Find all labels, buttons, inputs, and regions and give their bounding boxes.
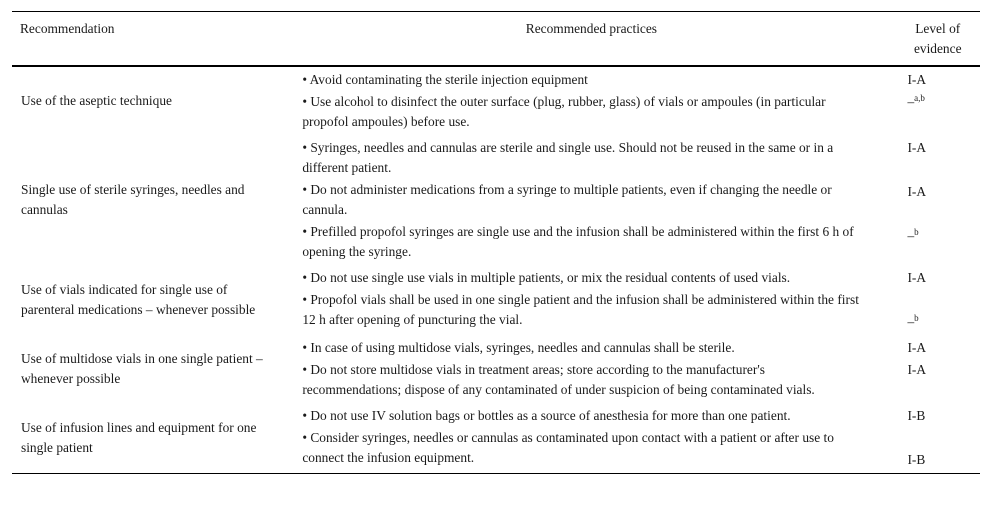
level-cell [895,66,980,135]
level-cell [895,403,980,474]
practice-item: • Do not use single use vials in multiple patients, or mix the residual contents of used vials. [302,270,791,285]
level-cell [895,265,980,335]
level-value: I-B [907,408,926,423]
practices-cell [287,135,895,265]
table-row [12,335,980,403]
practice-item: • In case of using multidose vials, syringes, needles and cannulas shall be sterile. [302,340,735,355]
practice-item: • Do not use IV solution bags or bottles as a source of anesthesia for more than one patient. [302,408,791,423]
footnote-marker: b [914,313,919,323]
level-cell [895,135,980,265]
table-row [12,135,980,265]
practice-item: • Prefilled propofol syringes are single use and the infusion shall be administered within the first 6 h of opening the syringe. [302,224,854,259]
header-practices: Recommended practices [525,21,658,36]
recommendation-cell: Use of infusion lines and equipment for one single patient [21,420,257,455]
level-value: I-A [907,72,927,87]
recommendations-table [12,11,980,474]
level-value: –$^{a,b}$ [907,93,925,109]
practice-item: • Avoid contaminating the sterile injection equipment [302,72,588,87]
table-body [12,66,980,474]
header-level: Level of evidence [913,21,962,56]
level-value: –$^b$ [907,227,919,243]
recommendation-cell: Use of vials indicated for single use of parenteral medications – whenever possible [21,282,256,317]
practices-cell [287,335,895,403]
practices-cell [287,265,895,335]
level-value: I-A [907,340,927,355]
table-row [12,265,980,335]
practice-item: • Use alcohol to disinfect the outer surface (plug, rubber, glass) of vials or ampoules (in particular propofol ampoules) before use. [302,94,826,129]
table-header [12,12,980,67]
practices-cell [287,66,895,135]
level-value: I-B [907,452,926,467]
footnote-marker: a,b [914,93,925,103]
practice-item: • Consider syringes, needles or cannulas as contaminated upon contact with a patient or after use to connect the infusion equipment. [302,430,834,465]
practice-item: • Syringes, needles and cannulas are sterile and single use. Should not be reused in the same or in a different patient. [302,140,834,175]
recommendation-cell: Single use of sterile syringes, needles and cannulas [21,182,245,217]
level-cell [895,335,980,403]
practice-item: • Do not store multidose vials in treatment areas; store according to the manufacturer's recommendations; dispose of any contaminated of under suspicion of being contaminated vials. [302,362,815,397]
practice-item: • Do not administer medications from a syringe to multiple patients, even if changing the needle or cannula. [302,182,832,217]
table-row [12,66,980,135]
level-value: I-A [907,184,927,199]
recommendation-cell: Use of multidose vials in one single patient – whenever possible [21,351,263,386]
level-value: I-A [907,140,927,155]
recommendation-cell: Use of the aseptic technique [21,93,172,108]
practices-cell [287,403,895,474]
level-value: –$^b$ [907,313,919,329]
table-row [12,403,980,474]
header-recommendation: Recommendation [20,21,115,36]
header-row [12,12,980,67]
level-value: I-A [907,362,927,377]
level-value: I-A [907,270,927,285]
footnote-marker: b [914,227,919,237]
practice-item: • Propofol vials shall be used in one single patient and the infusion shall be administered within the first 12 h after opening of puncturing the vial. [302,292,859,327]
